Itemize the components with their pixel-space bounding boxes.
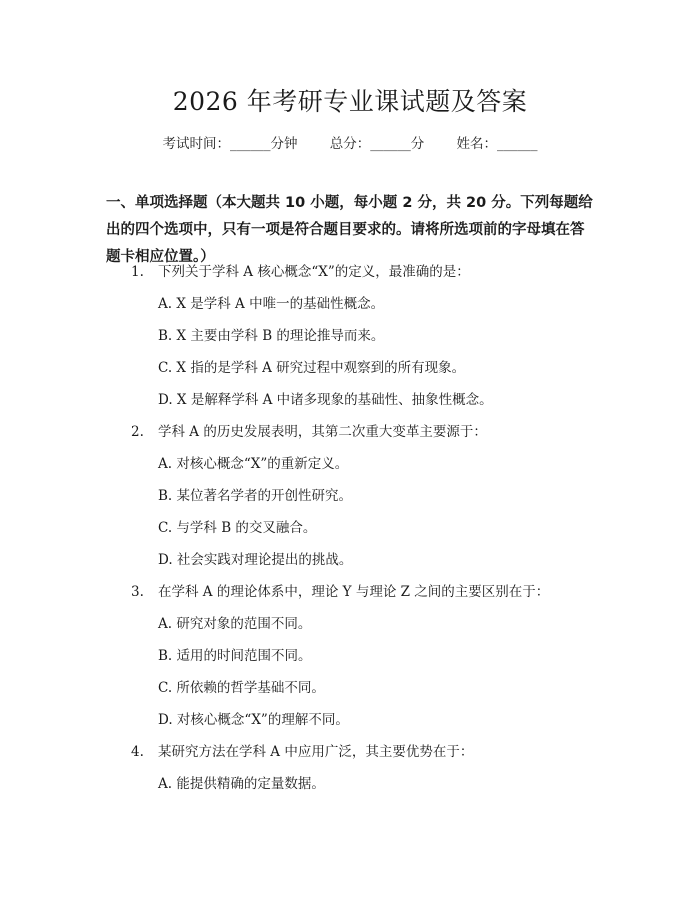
question-3-option-b: B. 适用的时间范围不同。 (158, 648, 312, 664)
question-text: 下列关于学科 A 核心概念“X”的定义，最准确的是： (158, 264, 470, 280)
question-1 (131, 262, 470, 282)
question-1-option-a: A. X 是学科 A 中唯一的基础性概念。 (158, 296, 385, 312)
question-3 (131, 582, 549, 602)
student-name-field: 姓名：______ (456, 136, 538, 152)
question-3-option-a: A. 研究对象的范围不同。 (158, 616, 312, 632)
question-text: 在学科 A 的理论体系中，理论 Y 与理论 Z 之间的主要区别在于： (158, 584, 550, 600)
question-2-option-a: A. 对核心概念“X”的重新定义。 (158, 456, 349, 472)
question-text: 学科 A 的历史发展表明，其第二次重大变革主要源于： (158, 424, 487, 440)
question-number: 3. (131, 584, 144, 600)
question-1-option-c: C. X 指的是学科 A 研究过程中观察到的所有现象。 (158, 360, 466, 376)
section-heading: 一、单项选择题（本大题共 10 小题，每小题 2 分，共 20 分。下列每题给出的四个选项中，只有一项是符合题目要求的。请将所选项前的字母填在答题卡相应位置。） (106, 195, 593, 265)
question-2-option-b: B. 某位著名学者的开创性研究。 (158, 488, 353, 504)
question-1-option-b: B. X 主要由学科 B 的理论推导而来。 (158, 328, 385, 344)
question-1-option-d: D. X 是解释学科 A 中诸多现象的基础性、抽象性概念。 (158, 392, 493, 408)
question-number: 2. (131, 424, 144, 440)
total-score-field: 总分：______分 (329, 136, 425, 152)
question-4 (131, 742, 473, 762)
question-3-option-d: D. 对核心概念“X”的理解不同。 (158, 712, 349, 728)
question-3-option-c: C. 所依赖的哲学基础不同。 (158, 680, 325, 696)
page-title: 2026 年考研专业课试题及答案 (172, 87, 528, 116)
exam-info-line (0, 132, 700, 152)
question-2-option-d: D. 社会实践对理论提出的挑战。 (158, 552, 353, 568)
question-2-option-c: C. 与学科 B 的交叉融合。 (158, 520, 317, 536)
question-4-option-a: A. 能提供精确的定量数据。 (158, 776, 325, 792)
question-text: 某研究方法在学科 A 中应用广泛，其主要优势在于： (158, 744, 474, 760)
question-number: 4. (131, 744, 144, 760)
question-2 (131, 422, 487, 442)
question-number: 1. (131, 264, 144, 280)
exam-time-field: 考试时间：______分钟 (162, 136, 298, 152)
